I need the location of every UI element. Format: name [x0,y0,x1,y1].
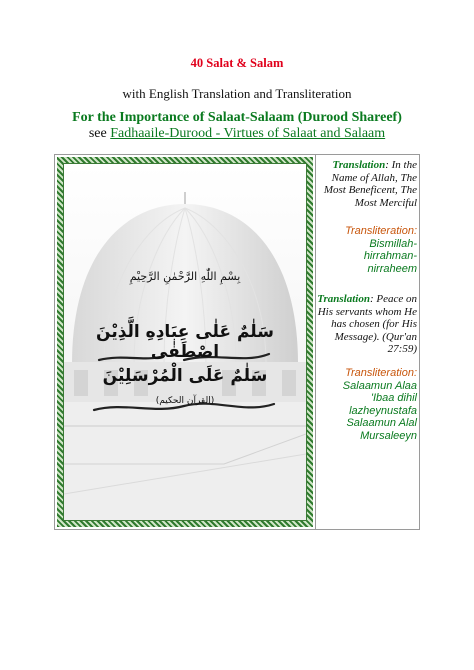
image-frame [57,157,313,527]
virtues-link[interactable]: Fadhaaile-Durood - Virtues of Salaat and Salaam [110,126,386,141]
entry-1-translation [317,159,417,209]
see-also-prefix: see [88,126,111,141]
document-subtitle: with English Translation and Transliteration [122,86,352,101]
transliteration-label: Transliteration: [345,225,417,237]
dome-calligraphy-image [63,163,307,521]
translation-label: Translation [317,293,370,305]
translation-text: : In the Name of Allah, The Most Beneficent, The Most Merciful [323,159,417,209]
ayah-calligraphy-line2: سَلٰمٌ عَلَى الْمُرْسَلِيْنَ [102,366,268,386]
translation-column [317,157,417,527]
content-table [54,154,420,530]
translation-label: Translation [332,159,386,171]
entry-1-transliteration [317,225,417,275]
ayah-calligraphy-line1: سَلٰمٌ عَلٰى عِبَادِهِ الَّذِيْنَ اصْطَفٰى [96,322,274,362]
entry-2-translation [317,293,417,356]
transliteration-text: Salaamun Alaa 'Ibaa dihil lazheynustafa Salaamun Alal Mursaleeyn [342,379,417,442]
transliteration-text: Bismillah-hirrahman-nirraheem [363,237,417,275]
basmala-calligraphy: بِسْمِ اللّٰهِ الرَّحْمٰنِ الرَّحِيْمِ [129,270,241,283]
quran-source-calligraphy: (القرآن الحكيم) [155,396,215,406]
section-heading: For the Importance of Salaat-Salaam (Durood Shareef) [72,110,402,125]
transliteration-label: Transliteration: [345,367,417,379]
document-title: 40 Salat & Salam [190,56,284,70]
entry-2-transliteration [317,367,417,442]
column-divider [315,155,316,529]
translation-text: : Peace on His servants whom He has chosen (for His Message). (Qur'an 27:59) [317,293,417,355]
see-also-line [0,126,474,142]
